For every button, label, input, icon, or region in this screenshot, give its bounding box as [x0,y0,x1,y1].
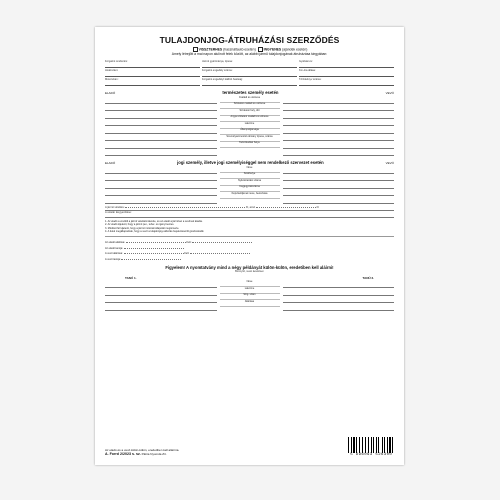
vehicle-field[interactable]: Forgalmi rendszám: [105,59,200,68]
field-label: Állampolgársága [220,129,280,136]
dotted-line [126,239,186,243]
witness-field[interactable] [283,303,395,311]
free-option-label: INGYENES [263,47,282,52]
barcode [348,437,394,457]
field-label: Anyja születési családi és utóneve [220,116,280,123]
dotted-line [190,250,250,254]
date-label: Kelt: [186,241,192,245]
buyer-field[interactable] [283,104,395,112]
witness-field[interactable] [105,303,217,311]
price-label: A jármű vételára: [105,205,125,209]
natural-person-block [105,96,394,156]
date-label: Kelt: [184,252,190,256]
intro-text: Amely létrejött a mai napon alulírott felek között, az alábbi jármű tulajdonjogának átruházása tárgyában: [171,52,328,56]
seller-field[interactable] [105,196,217,204]
seller-field[interactable] [105,181,217,189]
signature-line[interactable] [105,256,394,261]
buyer-natural-fields [283,96,395,156]
natural-person-header [105,90,394,95]
field-label: Lakcíme [220,287,280,294]
witness-field[interactable] [105,288,217,296]
witness-section-title: Bizonyító, nevét kerekítsen [235,269,264,273]
buyer-field[interactable] [283,166,395,174]
footer-note: Az eladó és a vevő külön-külön, eredetiben kell aláírnia. [105,447,180,452]
seller-field[interactable] [105,126,217,134]
vehicle-fields [105,59,394,86]
vehicle-field[interactable]: Km-óra állása: [299,68,394,77]
field-label: Székhelye [220,173,280,180]
field-label: Neve [220,281,280,288]
buyer-field[interactable] [283,111,395,119]
publisher: Pátria Nyomda Zrt. [141,451,167,456]
field-label: Képviselőjének neve, beosztása [220,192,280,199]
buyer-field[interactable] [283,174,395,182]
legal-labels [220,166,280,204]
field-label: Neve [220,166,280,173]
paid-option-label: VISSZTERHES [198,47,223,52]
price-currency: Ft [316,205,319,209]
seller-field[interactable] [105,149,217,157]
contract-type-options [105,47,394,56]
dotted-line [192,239,252,243]
field-label: Születési hely, idő [220,109,280,116]
witness-field[interactable] [283,288,395,296]
free-option-note: (ajándék esetén) [282,47,308,52]
witness-1-fields [105,281,217,311]
seller-field[interactable] [105,104,217,112]
witness-1-label: TANÚ 1. [125,275,137,280]
seller-label: ELADÓ [105,160,116,165]
purchase-price-row[interactable] [105,204,394,211]
witness-2-label: TANÚ 2. [362,275,374,280]
buyer-field[interactable] [283,96,395,104]
dotted-line [124,245,184,249]
vehicle-field[interactable]: Motorszám: [105,77,200,86]
barcode-bars [348,437,394,453]
warning-text: Figyelem! A nyomtatvány mind a négy példányát külön-külön, eredetiben kell aláírni! [165,264,334,270]
seller-field[interactable] [105,141,217,149]
seller-legal-fields [105,166,217,204]
paid-option-note: (használtautó esetén) [223,47,256,52]
buyer-field[interactable] [283,141,395,149]
dotted-line [124,250,184,254]
vehicle-field[interactable]: Forgalmi engedély száma: [202,68,297,77]
document-title: TULAJDONJOG-ÁTRUHÁZÁSI SZERZŐDÉS [159,35,340,45]
witness-field[interactable] [283,281,395,289]
vehicle-field[interactable]: Törzskönyv száma: [299,77,394,86]
clauses [105,220,394,234]
clause: 3. Mindkét fél kijelenti, hogy a jármű műszaki állapotát megismerte. [105,226,180,230]
barcode-number: 5 996093 526300 [350,453,393,457]
field-label: Tartózkodási helye [220,142,280,149]
buyer-field[interactable] [283,149,395,157]
field-label: Családi és utóneve [220,96,280,103]
buyer-label: VEVŐ [385,160,394,165]
natural-section-title: természetes személy esetén [222,90,279,96]
field-label: Lakcíme [220,122,280,129]
natural-labels [220,96,280,156]
buyer-legal-fields [283,166,395,204]
payment-method-row[interactable]: A vételár kiegyenlítése: [105,211,394,218]
price-dotted-line [125,204,245,208]
seller-field[interactable] [105,166,217,174]
buyer-field[interactable] [283,119,395,127]
field-label: Nyilvántartási száma [220,179,280,186]
buyer-field[interactable] [283,196,395,204]
witness-field[interactable] [105,296,217,304]
form-code: A. Forrd 2/2023 s. sz. [105,451,141,456]
seller-field[interactable] [105,189,217,197]
dotted-line [121,256,181,260]
seller-field[interactable] [105,134,217,142]
footer [105,437,394,457]
witness-field[interactable] [283,296,395,304]
seller-label: ELADÓ [105,90,116,95]
contract-form-sheet [95,27,404,465]
divider [105,236,394,237]
seller-field[interactable] [105,111,217,119]
field-label: Aláírása [220,300,280,307]
witness-block [105,281,394,311]
witness-headers [105,276,394,280]
vehicle-field[interactable]: Jármű gyártmánya, típusa: [202,59,297,68]
vehicle-field[interactable]: Gyártási év: [299,59,394,68]
price-words-label: Ft, azaz [245,205,256,209]
buyer-field[interactable] [283,134,395,142]
barcode-bar [392,437,393,453]
legal-entity-header [105,160,394,165]
signature-label: A vevő tanúja: [105,257,121,261]
vehicle-field[interactable]: Alvázszám: [105,68,200,77]
buyer-field[interactable] [283,126,395,134]
legal-entity-block [105,166,394,204]
seller-field[interactable] [105,119,217,127]
signature-label: Az eladó tanúja: [105,246,123,250]
legal-section-title: jogi személy, illetve jogi személyiséggel nem rendelkező szervezet esetén [177,160,324,166]
vehicle-field[interactable]: Forgalmi engedélyt kiállító hatóság: [202,77,297,86]
field-label: Személyazonosító okmány típusa, száma [220,135,280,142]
field-label: Szig. szám [220,294,280,301]
price-words-dotted-line [256,204,316,208]
signature-label: Az eladó aláírása: [105,241,126,245]
witness-2-fields [283,281,395,311]
clause: 1. Az eladó a vevőtől a jármű vételárát átvette, és az eladó a járművet a vevőnek átadta. [105,219,203,223]
witness-labels [220,281,280,311]
footer-info [105,448,179,457]
buyer-field[interactable] [283,181,395,189]
clause: 2. Az eladó kijelenti, hogy a jármű per-, teher- és igénymentes. [105,223,175,227]
buyer-field[interactable] [283,189,395,197]
signature-label: A vevő aláírása: [105,252,123,256]
field-label: Cégjegyzékszáma [220,186,280,193]
clause: 4. A felek megállapodnak, hogy a vevő a tulajdonjog-változás bejelentéséről gondoskodik. [105,230,205,234]
seller-field[interactable] [105,174,217,182]
buyer-label: VEVŐ [385,90,394,95]
seller-field[interactable] [105,96,217,104]
seller-natural-fields [105,96,217,156]
witness-field[interactable] [105,281,217,289]
field-label: Születési családi és utóneve [220,103,280,110]
signature-area [105,239,394,261]
